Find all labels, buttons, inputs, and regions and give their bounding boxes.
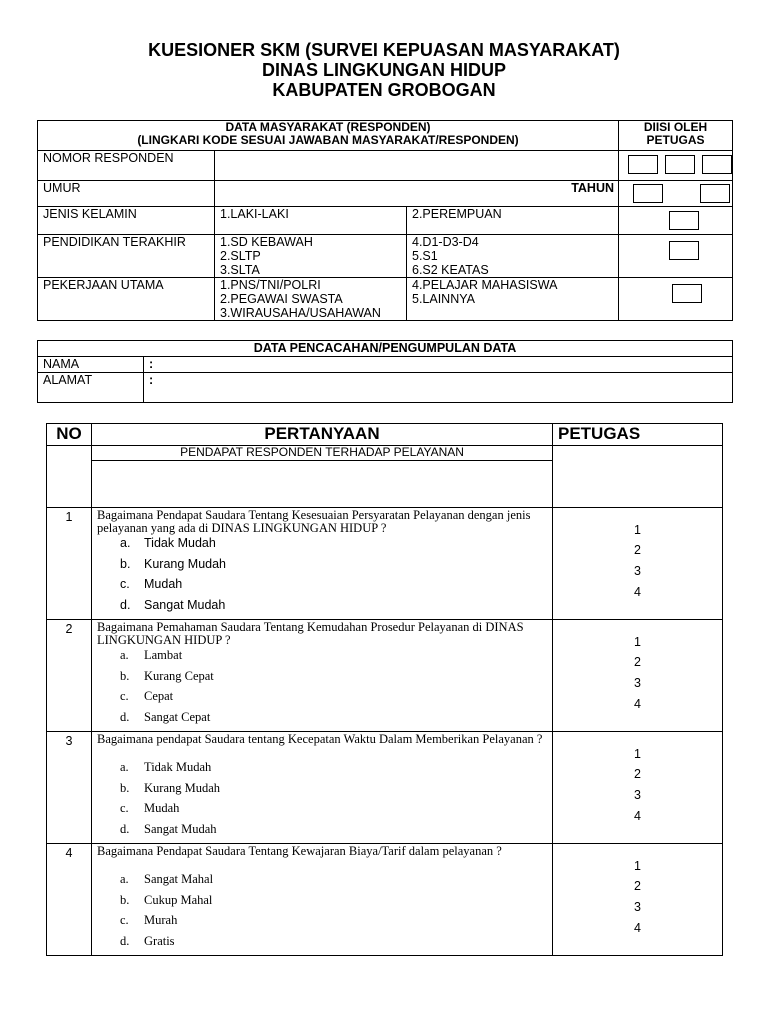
code-number[interactable]: 3 xyxy=(634,788,641,802)
option-label: Sangat Cepat xyxy=(144,710,211,724)
code-number[interactable]: 2 xyxy=(634,879,641,893)
tahun-label: TAHUN xyxy=(215,181,619,207)
title-line-1: KUESIONER SKM (SURVEI KEPUASAN MASYARAKAT) xyxy=(148,40,620,60)
code-box[interactable] xyxy=(669,211,699,230)
question-text: Bagaimana Pemahaman Saudara Tentang Kemudahan Prosedur Pelayanan di DINAS LINGKUNGAN HIDUP ? xyxy=(97,620,524,647)
option-label: Kurang Mudah xyxy=(144,557,227,571)
pekerjaan-label: PEKERJAAN UTAMA xyxy=(38,278,215,321)
title-line-3: KABUPATEN GROBOGAN xyxy=(272,80,496,100)
col-no-header: NO xyxy=(47,424,92,446)
option-letter: a. xyxy=(120,760,129,774)
question-cell xyxy=(92,844,553,956)
option xyxy=(120,536,216,550)
option-label: Tidak Mudah xyxy=(144,760,212,774)
jenis-code-cell xyxy=(619,207,733,235)
option xyxy=(120,760,211,774)
question-no: 4 xyxy=(47,844,92,956)
code-box[interactable] xyxy=(702,155,732,174)
respondent-heading-2: (LINGKARI KODE SESUAI JAWABAN MASYARAKAT/RESPONDEN) xyxy=(137,133,519,147)
question-text: Bagaimana Pendapat Saudara Tentang Kewajaran Biaya/Tarif dalam pelayanan ? xyxy=(97,844,502,858)
subheading: PENDAPAT RESPONDEN TERHADAP PELAYANAN xyxy=(92,446,553,461)
code-number[interactable]: 1 xyxy=(634,523,641,537)
option-letter: c. xyxy=(120,689,129,703)
option xyxy=(120,934,175,948)
code-box[interactable] xyxy=(633,184,663,203)
pendidikan-code-cell xyxy=(619,235,733,278)
officer-heading-1: DIISI OLEH xyxy=(643,120,708,134)
question-no: 1 xyxy=(47,508,92,620)
option-letter: b. xyxy=(120,781,130,795)
code-number[interactable]: 4 xyxy=(634,921,641,935)
nama-label: NAMA xyxy=(38,357,144,373)
pek-opt: 1.PNS/TNI/POLRI xyxy=(220,278,321,292)
code-box[interactable] xyxy=(665,155,695,174)
question-cell xyxy=(92,508,553,620)
pend-opt: 4.D1-D3-D4 xyxy=(412,235,479,249)
code-number[interactable]: 1 xyxy=(634,859,641,873)
question-no: 2 xyxy=(47,620,92,732)
respondent-table xyxy=(37,120,733,321)
question-cell xyxy=(92,620,553,732)
pend-opt: 2.SLTP xyxy=(220,249,261,263)
code-cell xyxy=(553,732,723,844)
option-letter: a. xyxy=(120,648,129,662)
col-pertanyaan-header: PERTANYAAN xyxy=(92,424,553,446)
question-row xyxy=(47,844,723,956)
respondent-heading xyxy=(38,121,619,151)
option xyxy=(120,893,212,907)
subheader-petugas-cell xyxy=(553,446,723,508)
code-cell xyxy=(553,620,723,732)
option-label: Kurang Cepat xyxy=(144,669,214,683)
nama-colon: : xyxy=(144,357,733,373)
question-no: 3 xyxy=(47,732,92,844)
code-box[interactable] xyxy=(628,155,658,174)
option-label: Lambat xyxy=(144,648,183,662)
collection-heading: DATA PENCACAHAN/PENGUMPULAN DATA xyxy=(38,341,733,357)
pendidikan-right xyxy=(407,235,619,278)
code-box[interactable] xyxy=(672,284,702,303)
option-letter: a. xyxy=(120,872,129,886)
nomor-responden-label: NOMOR RESPONDEN xyxy=(38,151,215,181)
umur-label: UMUR xyxy=(38,181,215,207)
option xyxy=(120,669,214,683)
option-label: Sangat Mudah xyxy=(144,822,217,836)
option-label: Murah xyxy=(144,913,178,927)
option xyxy=(120,710,210,724)
question-row xyxy=(47,732,723,844)
option-label: Cepat xyxy=(144,689,174,703)
option-label: Mudah xyxy=(144,577,183,591)
officer-heading-2: PETUGAS xyxy=(646,133,705,147)
code-number[interactable]: 2 xyxy=(634,655,641,669)
option-letter: d. xyxy=(120,934,130,948)
umur-code-cell xyxy=(619,181,733,207)
subheader-no-cell xyxy=(47,446,92,508)
nomor-code-cell xyxy=(619,151,733,181)
subheader-blank xyxy=(92,461,553,508)
option xyxy=(120,577,182,591)
nomor-responden-value xyxy=(215,151,619,181)
question-row xyxy=(47,508,723,620)
alamat-label: ALAMAT xyxy=(38,373,144,403)
col-petugas-header: PETUGAS xyxy=(553,424,723,446)
option-label: Cukup Mahal xyxy=(144,893,213,907)
option xyxy=(120,648,182,662)
officer-heading xyxy=(619,121,733,151)
pend-opt: 5.S1 xyxy=(412,249,438,263)
option-letter: a. xyxy=(120,536,131,550)
code-number[interactable]: 3 xyxy=(634,900,641,914)
question-row xyxy=(47,620,723,732)
option-label: Sangat Mudah xyxy=(144,598,226,612)
option-letter: c. xyxy=(120,913,129,927)
option xyxy=(120,781,220,795)
code-box[interactable] xyxy=(700,184,730,203)
code-cell xyxy=(553,844,723,956)
option-letter: d. xyxy=(120,710,130,724)
question-cell xyxy=(92,732,553,844)
option-letter: b. xyxy=(120,893,130,907)
pend-opt: 1.SD KEBAWAH xyxy=(220,235,313,249)
alamat-colon: : xyxy=(144,373,733,403)
pendidikan-label: PENDIDIKAN TERAKHIR xyxy=(38,235,215,278)
option-letter: b. xyxy=(120,669,130,683)
code-number[interactable]: 1 xyxy=(634,635,641,649)
pekerjaan-left xyxy=(215,278,407,321)
pek-opt: 4.PELAJAR MAHASISWA xyxy=(412,278,558,292)
pekerjaan-right xyxy=(407,278,619,321)
option-label: Tidak Mudah xyxy=(144,536,216,550)
option-letter: c. xyxy=(120,801,129,815)
question-text: Bagaimana Pendapat Saudara Tentang Kesesuaian Persyaratan Pelayanan dengan jenis pelayanan yang ada di DINAS LINGKUNGAN HIDUP ? xyxy=(97,508,531,535)
title-line-2: DINAS LINGKUNGAN HIDUP xyxy=(261,60,506,80)
option xyxy=(120,801,179,815)
option xyxy=(120,913,177,927)
pek-opt: 2.PEGAWAI SWASTA xyxy=(220,292,343,306)
option-letter: b. xyxy=(120,557,131,571)
option-letter: d. xyxy=(120,598,131,612)
collection-table xyxy=(37,340,733,403)
jenis-opt-2: 2.PEREMPUAN xyxy=(407,207,619,235)
pek-opt: 3.WIRAUSAHA/USAHAWAN xyxy=(220,306,381,320)
option-label: Mudah xyxy=(144,801,180,815)
respondent-heading-1: DATA MASYARAKAT (RESPONDEN) xyxy=(225,120,431,134)
jenis-opt-1: 1.LAKI-LAKI xyxy=(215,207,407,235)
option-letter: d. xyxy=(120,822,130,836)
code-number[interactable]: 1 xyxy=(634,747,641,761)
option-label: Gratis xyxy=(144,934,175,948)
code-number[interactable]: 4 xyxy=(634,809,641,823)
code-cell xyxy=(553,508,723,620)
pend-opt: 6.S2 KEATAS xyxy=(412,263,489,277)
code-number[interactable]: 4 xyxy=(634,697,641,711)
pek-opt: 5.LAINNYA xyxy=(412,292,475,306)
code-number[interactable]: 3 xyxy=(634,564,641,578)
option xyxy=(120,689,173,703)
code-box[interactable] xyxy=(669,241,699,260)
code-number[interactable]: 2 xyxy=(634,543,641,557)
code-number[interactable]: 4 xyxy=(634,585,641,599)
option-label: Sangat Mahal xyxy=(144,872,214,886)
pekerjaan-code-cell xyxy=(619,278,733,321)
jenis-kelamin-label: JENIS KELAMIN xyxy=(38,207,215,235)
pendidikan-left xyxy=(215,235,407,278)
option-label: Kurang Mudah xyxy=(144,781,221,795)
code-number[interactable]: 2 xyxy=(634,767,641,781)
question-text: Bagaimana pendapat Saudara tentang Kecepatan Waktu Dalam Memberikan Pelayanan ? xyxy=(97,732,543,746)
option-letter: c. xyxy=(120,577,130,591)
option xyxy=(120,822,217,836)
pend-opt: 3.SLTA xyxy=(220,263,260,277)
option xyxy=(120,557,226,571)
questions-table xyxy=(46,423,723,956)
option xyxy=(120,872,213,886)
code-number[interactable]: 3 xyxy=(634,676,641,690)
option xyxy=(120,598,225,612)
